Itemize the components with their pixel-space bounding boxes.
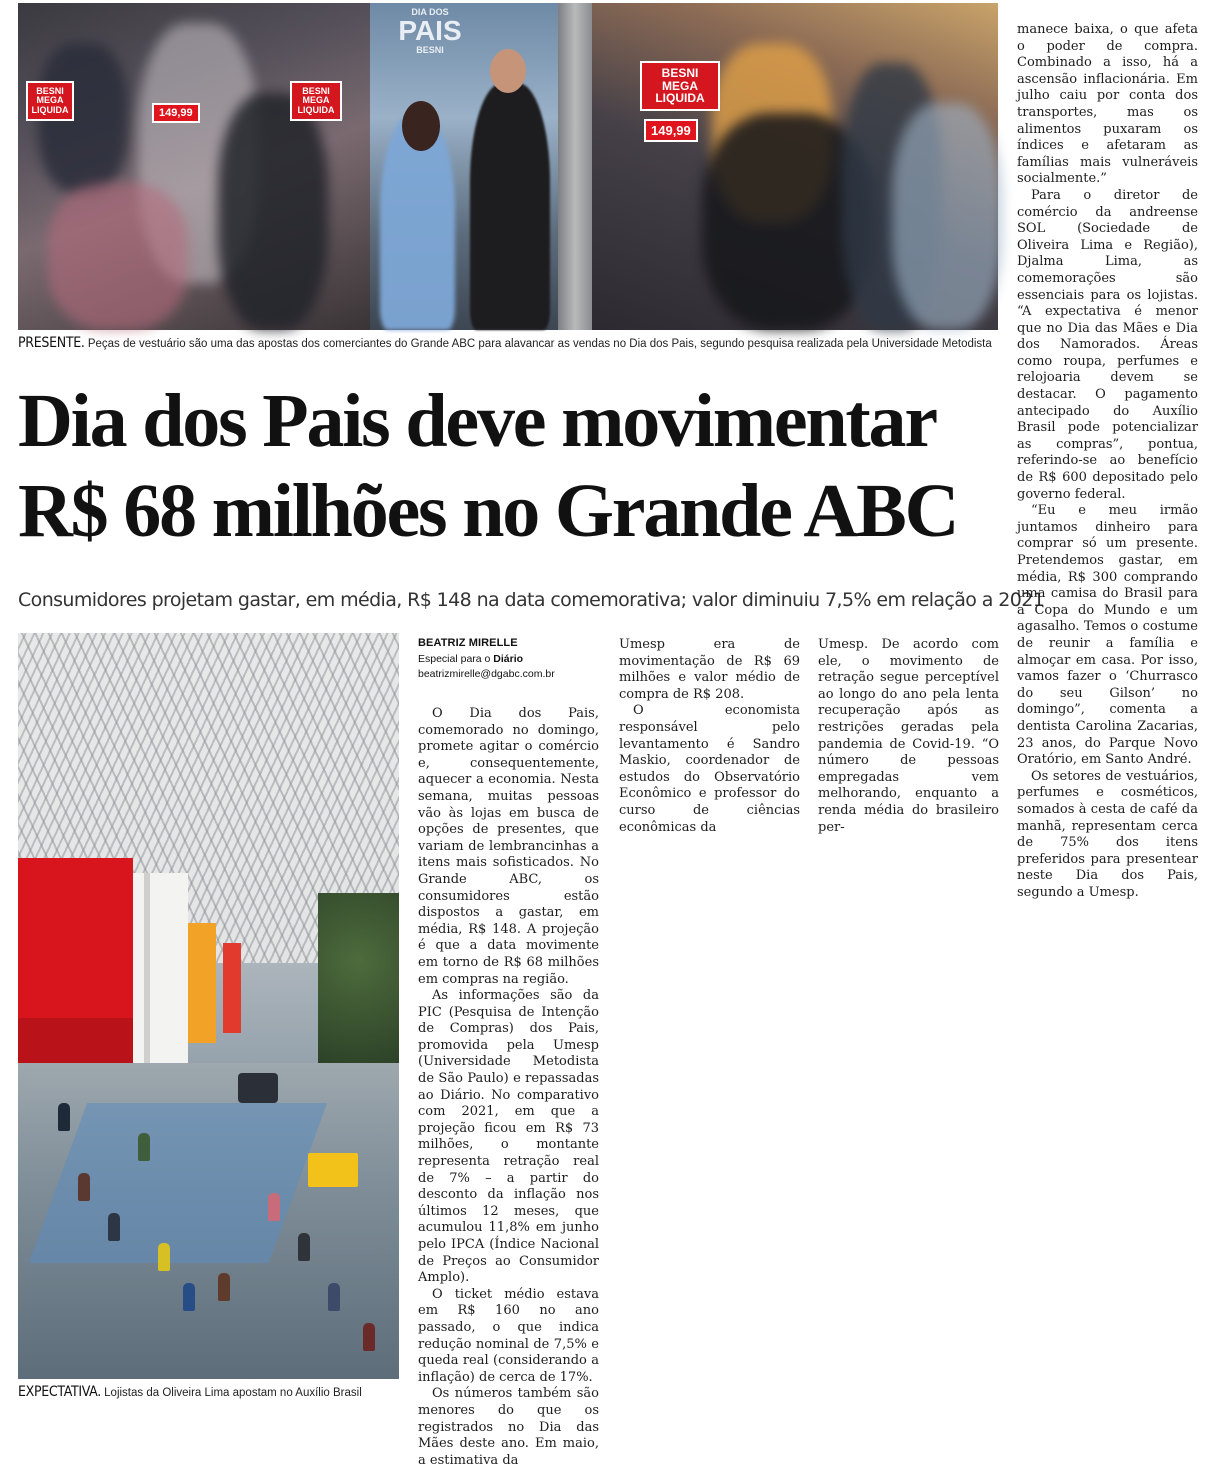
headline bbox=[18, 376, 1003, 556]
article-column-1 bbox=[418, 706, 599, 1469]
byline bbox=[418, 637, 555, 680]
sale-sign-center-left: BESNI MEGA LIQUIDA bbox=[290, 81, 342, 121]
paragraph: Os setores de vestuários, perfumes e cosméticos, somados à cesta de café da manhã, representam cerca de 75% dos itens preferidos para presentear neste Dia dos Pais, segundo a Umesp. bbox=[1017, 768, 1198, 900]
paragraph: Os números também são menores do que os registrados no Dia das Mães deste ano. Em maio, a estimativa da bbox=[418, 1386, 599, 1468]
subheadline: Consumidores projetam gastar, em média, R$ 148 na data comemorativa; valor diminuiu 7,5% em relação a 2021 bbox=[18, 589, 1045, 611]
red-storefront bbox=[18, 858, 133, 1038]
paragraph: “Eu e meu irmão juntamos dinheiro para comprar só um presente. Pretendemos gastar, em média, R$ 300 comprando uma camisa do Brasil para a Copa do Mundo e um agasalho. Temos o costume de reunir a família e almoçar em casa. Por isso, vamos fazer o ‘Churrasco do seu Gilson’ no domingo”, comenta a dentista Carolina Zacarias, 23 anos, do Parque Novo Oratório, em Santo André. bbox=[1017, 503, 1198, 768]
paragraph: Umesp era de movimentação de R$ 69 milhões e valor médio de compra de R$ 208. bbox=[619, 637, 800, 702]
caption-label: PRESENTE. bbox=[18, 335, 85, 351]
vehicle bbox=[238, 1073, 278, 1103]
paragraph: Para o diretor de comércio da andreense SOL (Sociedade de Oliveira Lima e Região), Djalma Lima, as comemorações são essenciais para os lojistas. “A expectativa é menor que no Dia das Mães e Dia dos Namorados. Áreas como roupa, perfumes e relojoaria devem se destacar. O pagamento antecipado do Auxílio Brasil pode potencializar as compras”, pontua, referindo-se ao benefício de R$ 600 depositado pelo governo federal. bbox=[1017, 187, 1198, 502]
photo-pole bbox=[558, 3, 592, 330]
photo-panel-blurred-shoppers bbox=[592, 3, 998, 330]
paragraph: manece baixa, o que afeta o poder de compra. Combinado a isso, há a ascensão inflacionária. Em julho caiu por conta dos transportes, mas os alimentos puxaram os índices e afetaram as famílias mais vulneráveis socialmente.” bbox=[1017, 22, 1198, 187]
paragraph: Umesp. De acordo com ele, o movimento de retração segue perceptível ao longo do ano pela lenta recuperação após as restrições geradas pela pandemia de Covid-19. “O número de pessoas empregadas vem melhorando, enquanto a renda média do brasileiro per- bbox=[818, 637, 999, 835]
man-figure bbox=[470, 83, 550, 330]
bottom-photo-shopping-street bbox=[18, 633, 399, 1379]
sale-sign-right: BESNI MEGA LIQUIDA bbox=[640, 61, 720, 111]
author-name: BEATRIZ MIRELLE bbox=[418, 637, 518, 649]
sale-sign-left: BESNI MEGA LIQUIDA bbox=[26, 81, 74, 121]
caption-text: Lojistas da Oliveira Lima apostam no Auxílio Brasil bbox=[104, 1387, 362, 1399]
caption-text: Peças de vestuário são uma das apostas dos comerciantes do Grande ABC para alavancar as vendas no Dia dos Pais, segundo pesquisa realizada pela Universidade Metodista bbox=[87, 338, 992, 350]
author-role: Especial para o Diário bbox=[418, 653, 524, 665]
author-email: beatrizmirelle@dgabc.com.br bbox=[418, 668, 555, 680]
headline-line-2: R$ 68 milhões no Grande ABC bbox=[18, 469, 958, 553]
paragraph: As informações são da PIC (Pesquisa de Intenção de Compras) dos Pais, promovida pela Umesp (Universidade Metodista de São Paulo) e repassadas ao Diário. No comparativo com 2021, em que a projeção ficou em R$ 73 milhões, o montante representa retração real de 7% – a partir do desconto da inflação nos últimos 12 meses, que acumulou 11,8% em junho pelo IPCA (Índice Nacional de Preços ao Consumidor Amplo). bbox=[418, 988, 599, 1286]
article-column-2 bbox=[619, 637, 800, 836]
photo-panel-father-daughter bbox=[370, 3, 558, 330]
trees bbox=[318, 893, 399, 1063]
caption-label: EXPECTATIVA. bbox=[18, 1384, 101, 1400]
top-photo-caption bbox=[18, 335, 992, 351]
article-column-3 bbox=[818, 637, 999, 836]
store-banner: DIA DOS PAIS BESNI bbox=[398, 7, 462, 55]
price-tag-left: 149,99 bbox=[152, 103, 200, 123]
paragraph: O economista responsável pelo levantamento é Sandro Maskio, coordenador de estudos do Observatório Econômico e professor do curso de ciências econômicas da bbox=[619, 703, 800, 835]
bottom-photo-caption bbox=[18, 1384, 362, 1400]
girl-hair bbox=[402, 101, 440, 151]
paragraph: O Dia dos Pais, comemorado no domingo, promete agitar o comércio e, consequentemente, aquecer a economia. Nesta semana, muitas pessoas vão às lojas em busca de opções de presentes, que variam de lembrancinhas a itens mais sofisticados. No Grande ABC, os consumidores estão dispostos a gastar, em média, R$ 148. A projeção é que a data movimente em torno de R$ 68 milhões em compras na região. bbox=[418, 706, 599, 987]
paragraph: O ticket médio estava em R$ 160 no ano passado, o que indica redução nominal de 7,5% e queda real (considerando a inflação) de cerca de 17%. bbox=[418, 1286, 599, 1385]
headline-line-1: Dia dos Pais deve movimentar bbox=[18, 379, 936, 463]
price-tag-right: 149,99 bbox=[644, 119, 698, 142]
article-column-4 bbox=[1017, 22, 1198, 901]
photo-panel-clothing-rack bbox=[18, 3, 370, 330]
yellow-sign bbox=[308, 1153, 358, 1187]
top-photo-store-shoppers bbox=[18, 3, 998, 330]
man-head bbox=[490, 49, 526, 93]
